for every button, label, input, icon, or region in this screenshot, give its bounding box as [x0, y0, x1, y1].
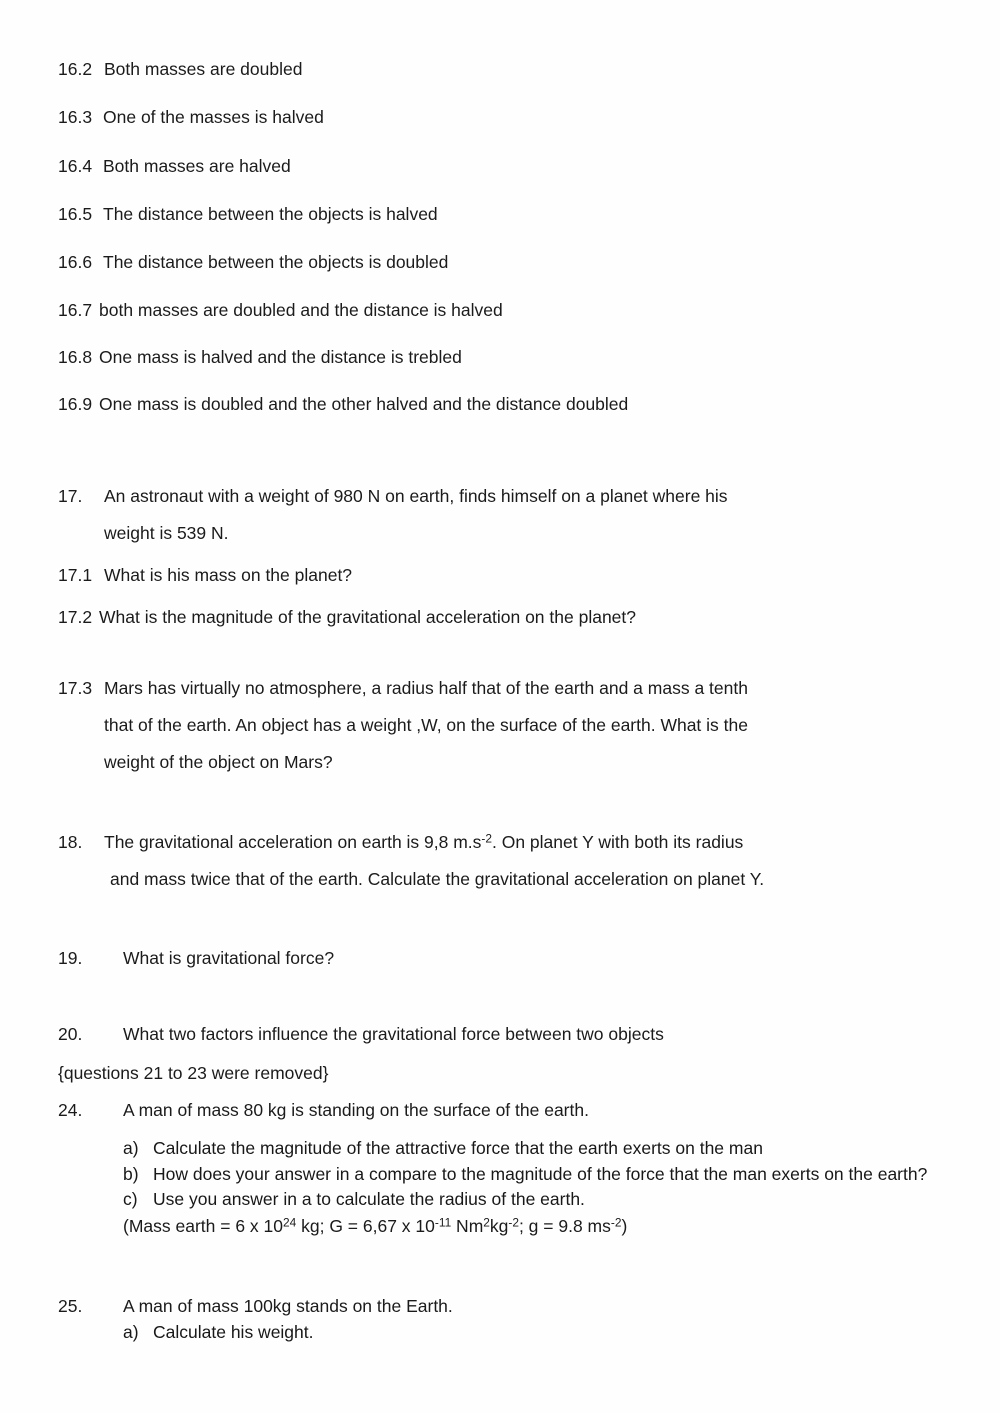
exponent-minus-two-kg: -2: [508, 1215, 519, 1230]
subitem-label: a): [123, 1137, 139, 1158]
question-text: One mass is doubled and the other halved and the distance doubled: [99, 393, 629, 414]
question-group-25: [58, 1295, 948, 1344]
exponent-minus-two: -2: [481, 831, 492, 846]
question-text: Both masses are doubled: [104, 59, 303, 79]
question-item-17-2: [58, 606, 938, 629]
text-segment: (Mass earth = 6 x 10: [123, 1216, 284, 1236]
text-segment: Nm: [451, 1216, 484, 1236]
question-number: 16.6: [58, 252, 93, 272]
question-item-25: [58, 1295, 948, 1318]
question-text-line-1: An astronaut with a weight of 980 N on earth, finds himself on a planet where his: [104, 486, 728, 506]
question-number: 16.5: [58, 203, 93, 224]
subitem-a: [123, 1321, 948, 1344]
question-text-line-2: that of the earth. An object has a weight ,W, on the surface of the earth. What is the: [104, 714, 748, 735]
question-item-16-3: [58, 106, 938, 129]
text-segment: ; g = 9.8 ms: [518, 1216, 611, 1236]
question-number: 16.9: [58, 393, 93, 414]
question-number: 17.2: [58, 607, 93, 628]
question-number: 20.: [58, 1024, 83, 1044]
exponent-minus-two-ms: -2: [610, 1215, 622, 1230]
question-item-16-7: [58, 299, 938, 322]
question-group-17-3: [58, 677, 938, 773]
question-text: The distance between the objects is halved: [103, 203, 438, 224]
question-number: 17.3: [58, 678, 93, 698]
question-group-18: [58, 831, 948, 891]
question-group-17: [58, 485, 938, 629]
question-item-16-9: [58, 393, 938, 416]
question-item-24: [58, 1099, 948, 1122]
given-constants-line: [123, 1215, 948, 1238]
question-group-16: [58, 58, 938, 416]
question-text: Both masses are halved: [103, 155, 291, 176]
question-item-16-6: [58, 251, 938, 274]
question-text: What is gravitational force?: [123, 948, 335, 968]
question-number: 18.: [58, 832, 83, 852]
subitem-text: Calculate his weight.: [153, 1321, 314, 1342]
exponent-minus-eleven: -11: [434, 1215, 452, 1230]
question-item-17-1: [58, 564, 938, 587]
text-segment: The gravitational acceleration on earth is 9,8 m.s: [104, 832, 482, 852]
subitem-text: Calculate the magnitude of the attractive force that the earth exerts on the man: [153, 1137, 763, 1158]
subitem-a: [123, 1137, 948, 1160]
subitem-text: Use you answer in a to calculate the radius of the earth.: [153, 1189, 585, 1210]
question-item-17: [58, 485, 938, 545]
subitem-label: c): [123, 1189, 138, 1210]
subitem-b: [123, 1163, 948, 1186]
text-segment: kg; G = 6,67 x 10: [296, 1216, 435, 1236]
question-item-18: [58, 831, 948, 891]
question-text: The distance between the objects is doubled: [103, 252, 449, 272]
subitem-label: a): [123, 1321, 139, 1342]
question-25-subitems: [123, 1321, 948, 1344]
question-number: 17.1: [58, 564, 93, 585]
question-item-20: [58, 1023, 938, 1046]
question-text: What is his mass on the planet?: [104, 564, 353, 585]
text-segment: kg: [489, 1216, 509, 1236]
question-number: 16.7: [58, 300, 93, 321]
text-segment: ): [621, 1216, 628, 1236]
exponent-24: 24: [283, 1215, 297, 1230]
question-group-20: [58, 1023, 938, 1046]
question-text: One of the masses is halved: [103, 107, 324, 128]
question-text-line-2: weight is 539 N.: [104, 522, 229, 543]
question-text-line-2: and mass twice that of the earth. Calculate the gravitational acceleration on planet Y.: [110, 868, 765, 889]
question-text: What two factors influence the gravitational force between two objects: [123, 1024, 664, 1044]
question-number: 16.3: [58, 107, 93, 128]
question-number: 25.: [58, 1296, 83, 1316]
subitem-text: How does your answer in a compare to the magnitude of the force that the man exerts on the earth?: [153, 1163, 928, 1184]
removed-questions-note: {questions 21 to 23 were removed}: [58, 1063, 329, 1083]
question-item-17-3: [58, 677, 938, 773]
question-text: One mass is halved and the distance is trebled: [99, 347, 462, 367]
question-item-16-4: [58, 155, 938, 178]
question-number: 24.: [58, 1100, 83, 1120]
question-number: 16.8: [58, 347, 93, 367]
exponent-two: 2: [483, 1215, 490, 1230]
question-number: 16.2: [58, 59, 93, 79]
question-item-16-5: [58, 203, 938, 226]
question-text-line-3: weight of the object on Mars?: [104, 751, 333, 772]
question-text: What is the magnitude of the gravitational acceleration on the planet?: [99, 607, 637, 628]
question-item-16-8: [58, 346, 938, 369]
question-text: A man of mass 100kg stands on the Earth.: [123, 1296, 453, 1316]
question-text: both masses are doubled and the distance is halved: [99, 300, 503, 321]
subitem-label: b): [123, 1163, 139, 1184]
question-number: 16.4: [58, 155, 93, 176]
text-segment: . On planet Y with both its radius: [492, 832, 744, 852]
question-24-subitems: [123, 1137, 948, 1211]
question-number: 19.: [58, 948, 83, 968]
question-item-19: [58, 947, 938, 970]
question-group-24: [58, 1099, 948, 1238]
question-group-19: [58, 947, 938, 970]
question-item-16-2: [58, 58, 938, 81]
question-number: 17.: [58, 486, 83, 506]
question-text-line-1: [104, 831, 948, 854]
question-text: A man of mass 80 kg is standing on the surface of the earth.: [123, 1100, 589, 1120]
question-text-line-1: Mars has virtually no atmosphere, a radius half that of the earth and a mass a tenth: [104, 678, 748, 698]
subitem-c: [123, 1188, 948, 1211]
